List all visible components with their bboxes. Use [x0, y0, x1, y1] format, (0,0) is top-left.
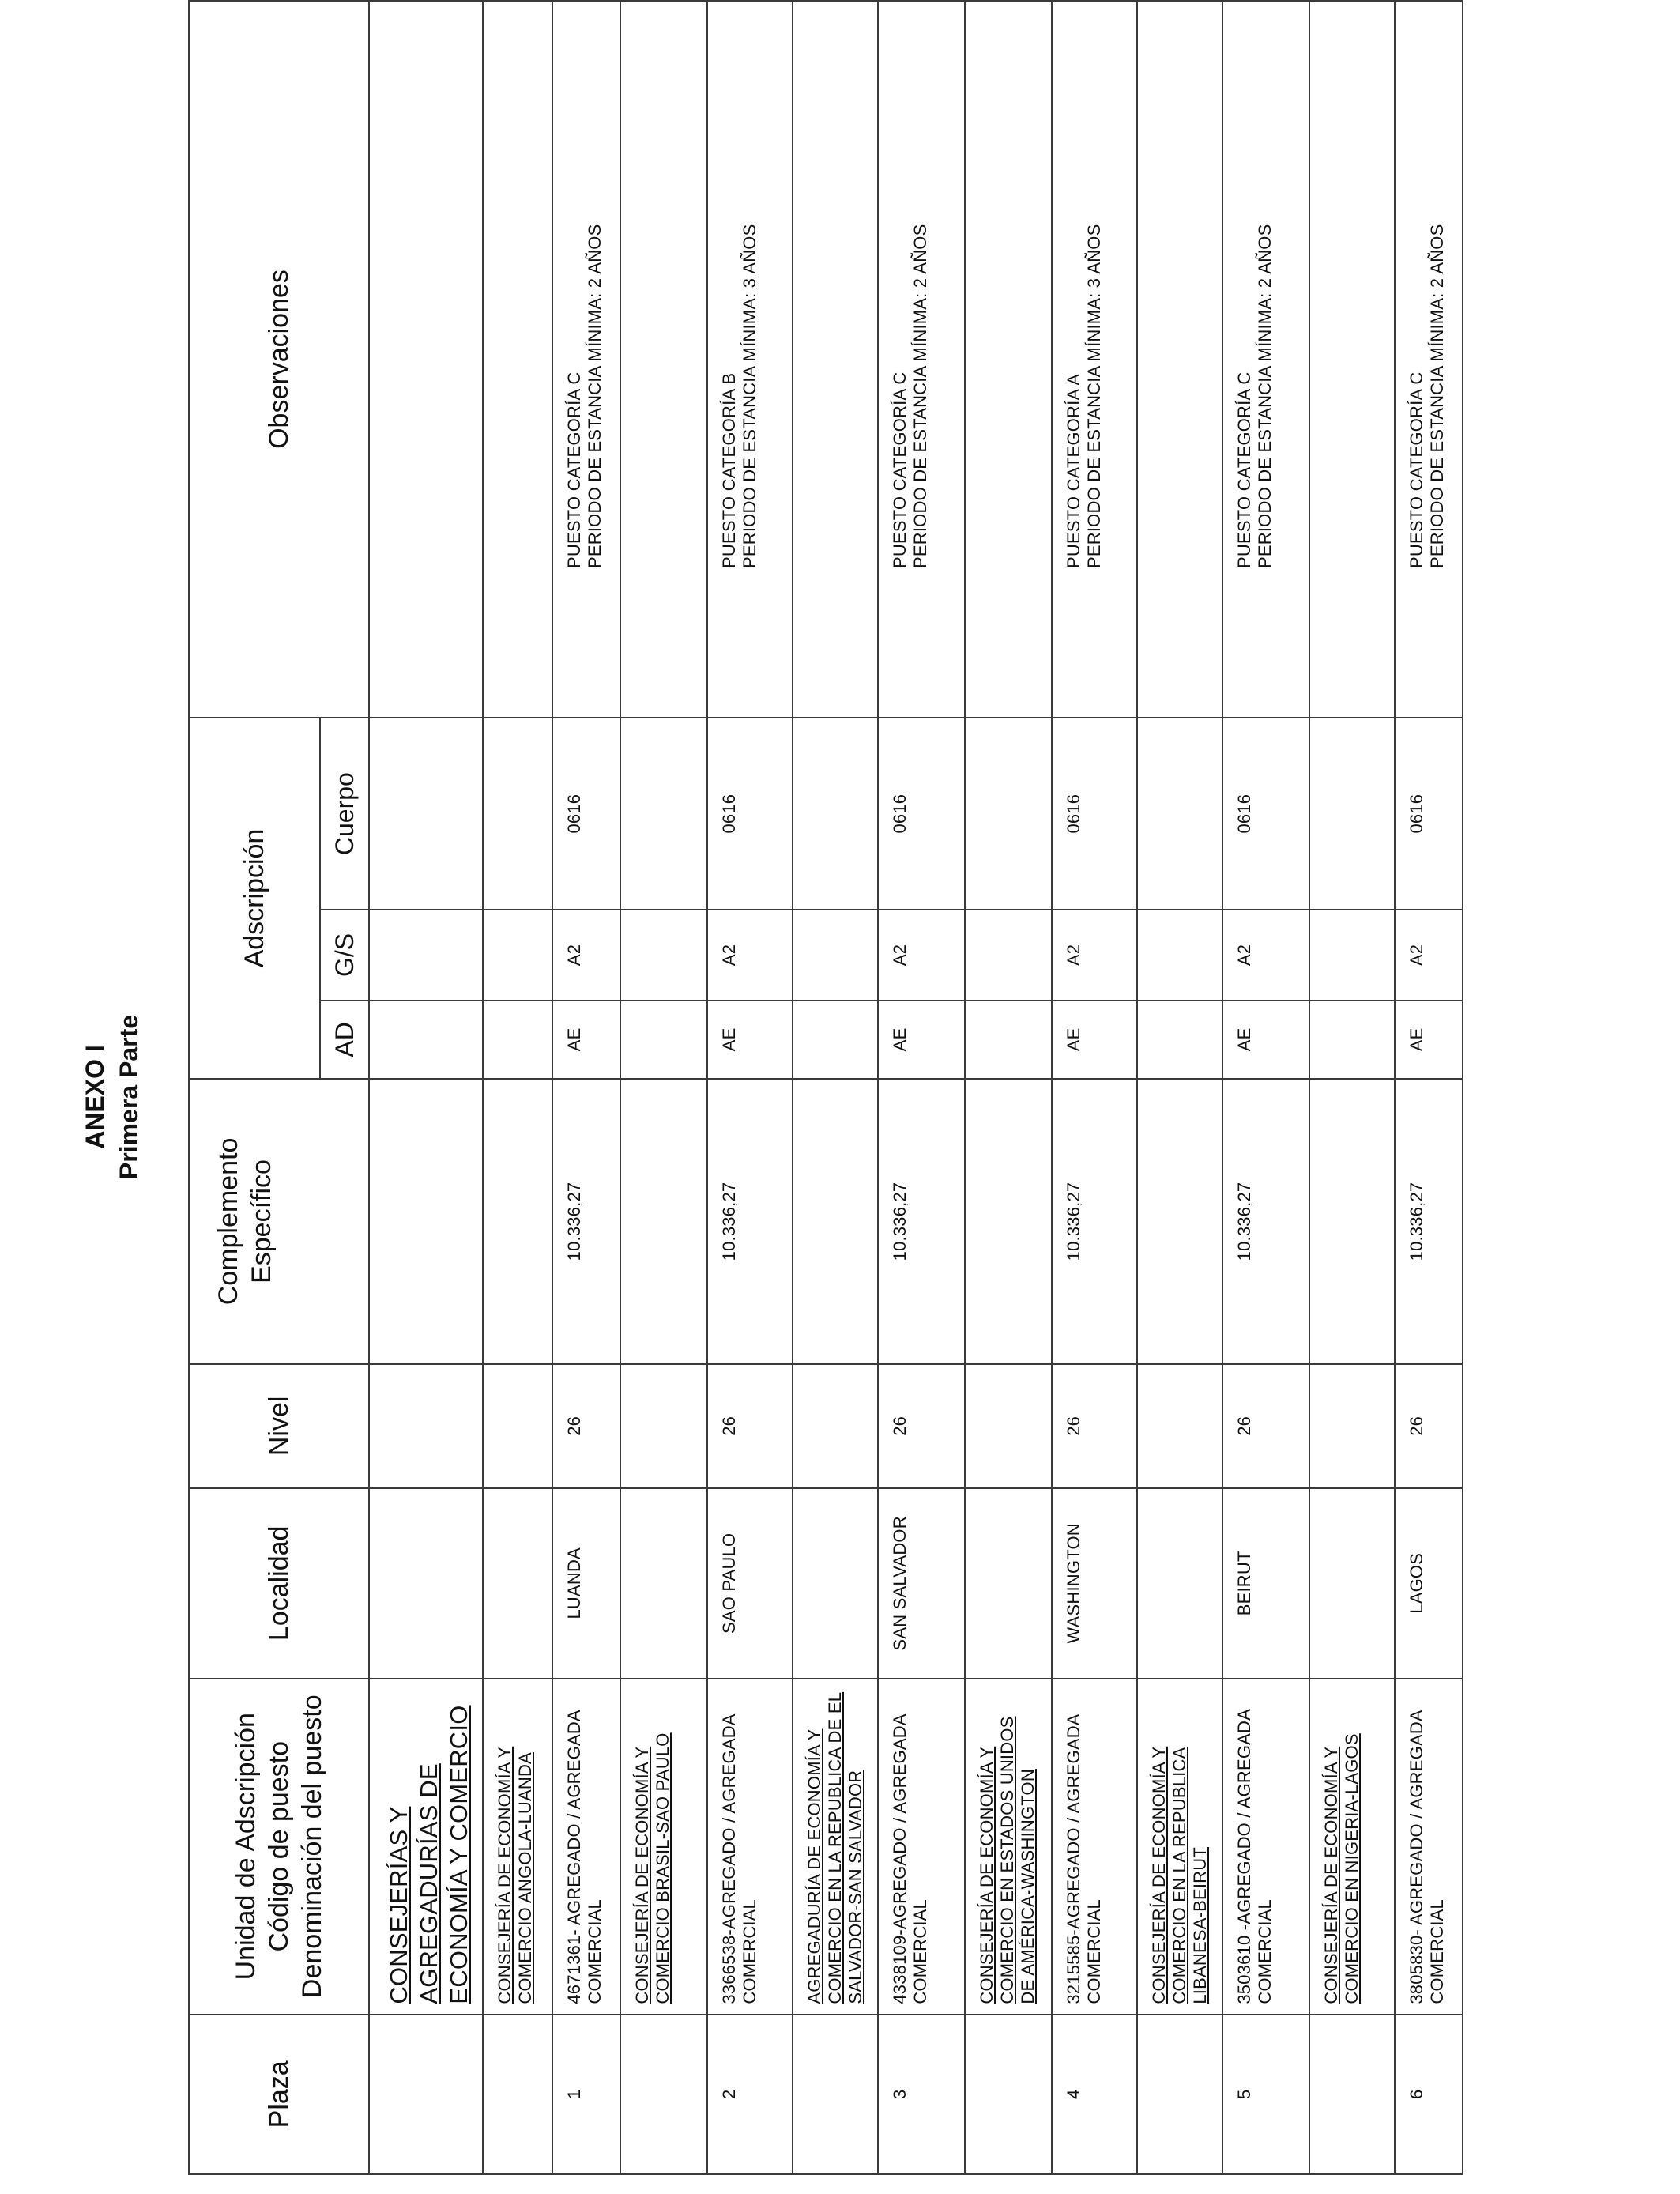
localidad-value: SAN SALVADOR: [890, 1516, 910, 1651]
plaza-number: 5: [1234, 2089, 1254, 2100]
annex-subtitle: Primera Parte: [115, 1014, 143, 1180]
puesto-name: 3503610 -AGREGADO / AGREGADA COMERCIAL: [1234, 1710, 1275, 2004]
complemento-value: 10.336,27: [890, 1182, 910, 1261]
obs-line1: PUESTO CATEGORÍA B: [719, 372, 739, 568]
ad-value: AE: [564, 1027, 584, 1052]
unit-name: CONSEJERÍA DE ECONOMÍA Y COMERCIO BRASIL-SAO PAULO: [632, 1732, 672, 2004]
complemento-cell: [1395, 1079, 1463, 1364]
localidad-value: WASHINGTON: [1064, 1523, 1083, 1644]
nivel-value: 26: [890, 1416, 910, 1436]
localidad-cell: [1052, 1488, 1137, 1679]
gs-value: A2: [1064, 944, 1083, 967]
cuerpo-cell: [707, 718, 793, 910]
header-nivel: Nivel: [189, 1364, 369, 1488]
plaza-number: 1: [564, 2089, 584, 2100]
gs-value: A2: [719, 944, 739, 967]
cuerpo-cell: [552, 718, 620, 910]
unit-name: AGREGADURÍA DE ECONOMÍA Y COMERCIO EN LA REPUBLICA DE EL SALVADOR-SAN SALVADOR: [804, 1691, 865, 2004]
nivel-value: 26: [564, 1416, 584, 1436]
annex-title: ANEXO I: [81, 1045, 109, 1149]
ad-value: AE: [719, 1027, 739, 1052]
ad-cell: [878, 1001, 965, 1080]
gs-value: A2: [1407, 944, 1426, 967]
ad-cell: [1052, 1001, 1137, 1080]
header-complemento: [189, 1079, 369, 1364]
nivel-cell: [1052, 1364, 1137, 1488]
nivel-value: 26: [1064, 1416, 1083, 1436]
gs-value: A2: [564, 944, 584, 967]
plaza-cell: [552, 2015, 620, 2174]
gs-cell: [707, 910, 793, 1000]
puesto-cell: [552, 1679, 620, 2015]
header-complemento-line1: Complemento: [213, 1137, 243, 1306]
plaza-cell: [1222, 2015, 1309, 2174]
cuerpo-cell: [1222, 718, 1309, 910]
ad-value: AE: [1234, 1027, 1254, 1052]
table-row: [878, 1, 965, 2174]
localidad-cell: [707, 1488, 793, 1679]
ad-value: AE: [890, 1027, 910, 1052]
obs-line2: PERIODO DE ESTANCIA MÍNIMA: 2 AÑOS: [585, 224, 605, 568]
localidad-value: BEIRUT: [1234, 1551, 1254, 1616]
table-row: [1137, 1, 1222, 2174]
nivel-cell: [1222, 1364, 1309, 1488]
puesto-cell: [707, 1679, 793, 2015]
observaciones-cell: [1052, 1, 1137, 718]
complemento-value: 10.336,27: [1064, 1182, 1083, 1261]
cuerpo-value: 0616: [1407, 794, 1426, 834]
observaciones-cell: [878, 1, 965, 718]
table-row: [793, 1, 878, 2174]
plaza-cell: [707, 2015, 793, 2174]
table-row: [1052, 1, 1137, 2174]
unit-cell: [483, 1679, 552, 2015]
obs-line1: PUESTO CATEGORÍA C: [564, 371, 584, 568]
unit-cell: [1309, 1679, 1395, 2015]
localidad-value: LAGOS: [1407, 1552, 1426, 1614]
table-row: [1395, 1, 1463, 2174]
obs-line2: PERIODO DE ESTANCIA MÍNIMA: 3 AÑOS: [740, 224, 759, 568]
gs-cell: [1222, 910, 1309, 1000]
nivel-cell: [707, 1364, 793, 1488]
ad-cell: [1395, 1001, 1463, 1080]
complemento-value: 10.336,27: [564, 1182, 584, 1261]
complemento-cell: [707, 1079, 793, 1364]
gs-cell: [878, 910, 965, 1000]
ad-value: AE: [1407, 1027, 1426, 1052]
plaza-cell: [878, 2015, 965, 2174]
nivel-value: 26: [1407, 1416, 1426, 1436]
table-row: [707, 1, 793, 2174]
unit-name: CONSEJERÍA DE ECONOMÍA Y COMERCIO EN LA REPUBLICA LIBANESA-BEIRUT: [1149, 1746, 1210, 2004]
unit-name: CONSEJERÍA DE ECONOMÍA Y COMERCIO ANGOLA-LUANDA: [495, 1746, 535, 2004]
header-localidad: Localidad: [189, 1488, 369, 1679]
header-unidad-line1: Unidad de Adscripción: [231, 1713, 261, 1981]
table-row: [483, 1, 552, 2174]
nivel-cell: [878, 1364, 965, 1488]
obs-line1: PUESTO CATEGORÍA C: [890, 371, 910, 568]
localidad-cell: [1222, 1488, 1309, 1679]
gs-cell: [1395, 910, 1463, 1000]
header-complemento-line2: Específico: [247, 1159, 277, 1284]
cuerpo-value: 0616: [564, 794, 584, 834]
gs-cell: [1052, 910, 1137, 1000]
puesto-name: 3215585-AGREGADO / AGREGADA COMERCIAL: [1064, 1714, 1104, 2004]
nivel-value: 26: [719, 1416, 739, 1436]
complemento-cell: [1222, 1079, 1309, 1364]
puesto-cell: [1222, 1679, 1309, 2015]
nivel-cell: [1395, 1364, 1463, 1488]
plaza-number: 3: [890, 2089, 910, 2100]
table-row: [1309, 1, 1395, 2174]
header-adscripcion: Adscripción: [189, 718, 320, 1079]
unit-name: CONSEJERÍA DE ECONOMÍA Y COMERCIO EN ESTADOS UNIDOS DE AMÉRICA-WASHINGTON: [977, 1716, 1038, 2004]
cuerpo-value: 0616: [1234, 794, 1254, 834]
unit-cell: [965, 1679, 1052, 2015]
obs-line1: PUESTO CATEGORÍA C: [1407, 371, 1426, 568]
header-unidad-line2: Código de puesto: [264, 1740, 294, 1952]
complemento-value: 10.336,27: [1407, 1182, 1426, 1261]
table-row: [369, 1, 483, 2174]
table-row: [1222, 1, 1309, 2174]
header-gs: G/S: [320, 910, 369, 1000]
gs-value: A2: [1234, 944, 1254, 967]
observaciones-cell: [1395, 1, 1463, 718]
group-title-cell: [369, 1679, 483, 2015]
header-unidad: [189, 1679, 369, 2015]
obs-line2: PERIODO DE ESTANCIA MÍNIMA: 3 AÑOS: [1084, 224, 1104, 568]
plaza-cell: [1395, 2015, 1463, 2174]
nivel-value: 26: [1234, 1416, 1254, 1436]
header-cuerpo: Cuerpo: [320, 718, 369, 910]
header-observaciones: Observaciones: [189, 1, 369, 718]
table-row: [965, 1, 1052, 2174]
obs-line1: PUESTO CATEGORÍA C: [1234, 371, 1254, 568]
localidad-value: SAO PAULO: [719, 1532, 739, 1634]
group-title: CONSEJERÍAS Y AGREGADURÍAS DE ECONOMÍA Y COMERCIO: [385, 1705, 473, 2004]
obs-line1: PUESTO CATEGORÍA A: [1064, 373, 1083, 568]
table-row: [620, 1, 707, 2174]
unit-cell: [620, 1679, 707, 2015]
header-plaza: Plaza: [189, 2015, 369, 2174]
cuerpo-cell: [1395, 718, 1463, 910]
gs-value: A2: [890, 944, 910, 967]
cuerpo-cell: [1052, 718, 1137, 910]
table-row: [552, 1, 620, 2174]
plaza-number: 2: [719, 2089, 739, 2100]
localidad-cell: [1395, 1488, 1463, 1679]
plaza-cell: [1052, 2015, 1137, 2174]
complemento-cell: [878, 1079, 965, 1364]
localidad-cell: [552, 1488, 620, 1679]
puesto-cell: [878, 1679, 965, 2015]
cuerpo-value: 0616: [719, 794, 739, 834]
header-unidad-line3: Denominación del puesto: [297, 1695, 327, 1999]
unit-cell: [1137, 1679, 1222, 2015]
observaciones-cell: [1222, 1, 1309, 718]
nivel-cell: [552, 1364, 620, 1488]
complemento-value: 10.336,27: [719, 1182, 739, 1261]
puesto-name: 3805830- AGREGADO / AGREGADA COMERCIAL: [1407, 1710, 1447, 2004]
puesto-name: 3366538-AGREGADO / AGREGADA COMERCIAL: [719, 1714, 759, 2004]
puesto-cell: [1395, 1679, 1463, 2015]
complemento-value: 10.336,27: [1234, 1182, 1254, 1261]
gs-cell: [552, 910, 620, 1000]
complemento-cell: [1052, 1079, 1137, 1364]
cuerpo-value: 0616: [890, 794, 910, 834]
plaza-number: 4: [1064, 2089, 1083, 2100]
localidad-value: LUANDA: [564, 1547, 584, 1619]
cuerpo-cell: [878, 718, 965, 910]
puesto-name: 4671361- AGREGADO / AGREGADA COMERCIAL: [564, 1710, 605, 2004]
ad-value: AE: [1064, 1027, 1083, 1052]
ad-cell: [707, 1001, 793, 1080]
cuerpo-value: 0616: [1064, 794, 1083, 834]
localidad-cell: [878, 1488, 965, 1679]
obs-line2: PERIODO DE ESTANCIA MÍNIMA: 2 AÑOS: [1255, 224, 1275, 568]
ad-cell: [552, 1001, 620, 1080]
observaciones-cell: [707, 1, 793, 718]
puesto-name: 4338109-AGREGADO / AGREGADA COMERCIAL: [890, 1714, 930, 2004]
plaza-number: 6: [1407, 2089, 1426, 2100]
puesto-cell: [1052, 1679, 1137, 2015]
ad-cell: [1222, 1001, 1309, 1080]
unit-cell: [793, 1679, 878, 2015]
header-ad: AD: [320, 1001, 369, 1080]
positions-table: [188, 0, 1463, 2175]
obs-line2: PERIODO DE ESTANCIA MÍNIMA: 2 AÑOS: [1427, 224, 1447, 568]
complemento-cell: [552, 1079, 620, 1364]
obs-line2: PERIODO DE ESTANCIA MÍNIMA: 2 AÑOS: [910, 224, 930, 568]
observaciones-cell: [552, 1, 620, 718]
unit-name: CONSEJERÍA DE ECONOMÍA Y COMERCIO EN NIGERIA-LAGOS: [1321, 1733, 1362, 2004]
